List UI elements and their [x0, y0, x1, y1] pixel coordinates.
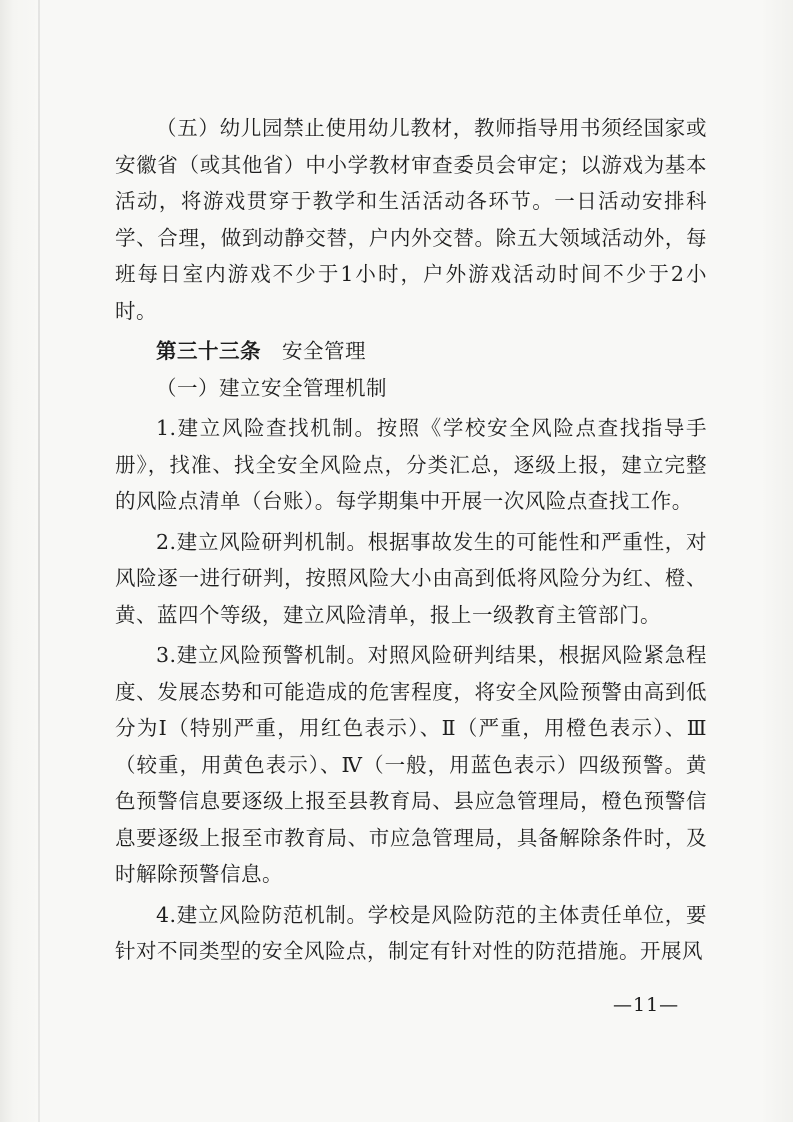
paragraph-risk-finding: 1.建立风险查找机制。按照《学校安全风险点查找指导手册》，找准、找全安全风险点，分类汇总，逐级上报，建立完整的风险点清单（台账）。每学期集中开展一次风险点查找工作。	[115, 416, 707, 513]
article-title: 安全管理	[282, 339, 366, 363]
section-heading-safety-mechanism: （一）建立安全管理机制	[156, 375, 387, 400]
body-text	[115, 110, 707, 970]
article-number: 第三十三条	[156, 339, 261, 363]
paragraph-risk-prevention: 4.建立风险防范机制。学校是风险防范的主体责任单位，要针对不同类型的安全风险点，制定有针对性的防范措施。开展风	[115, 902, 707, 963]
paragraph-kindergarten-teaching: （五）幼儿园禁止使用幼儿教材，教师指导用书须经国家或安徽省（或其他省）中小学教材审查委员会审定；以游戏为基本活动，将游戏贯穿于教学和生活活动各环节。一日活动安排科学、合理，做到动静交替，户内外交替。除五大领域活动外，每班每日室内游戏不少于1小时，户外游戏活动时间不少于2小时。	[115, 116, 707, 323]
paragraph-risk-warning: 3.建立风险预警机制。对照风险研判结果，根据风险紧急程度、发展态势和可能造成的危害程度，将安全风险预警由高到低分为Ⅰ（特别严重，用红色表示）、Ⅱ（严重，用橙色表示）、Ⅲ（较重，用黄色表示）、Ⅳ（一般，用蓝色表示）四级预警。黄色预警信息要逐级上报至县教育局、县应急管理局，橙色预警信息要逐级上报至市教育局、市应急管理局，具备解除条件时，及时解除预警信息。	[115, 643, 707, 886]
page-number: —11—	[613, 994, 680, 1016]
paragraph-risk-assessment: 2.建立风险研判机制。根据事故发生的可能性和严重性，对风险逐一进行研判，按照风险大小由高到低将风险分为红、橙、黄、蓝四个等级，建立风险清单，报上一级教育主管部门。	[115, 529, 707, 627]
article-33-heading	[115, 333, 707, 370]
binding-edge	[38, 0, 40, 1122]
